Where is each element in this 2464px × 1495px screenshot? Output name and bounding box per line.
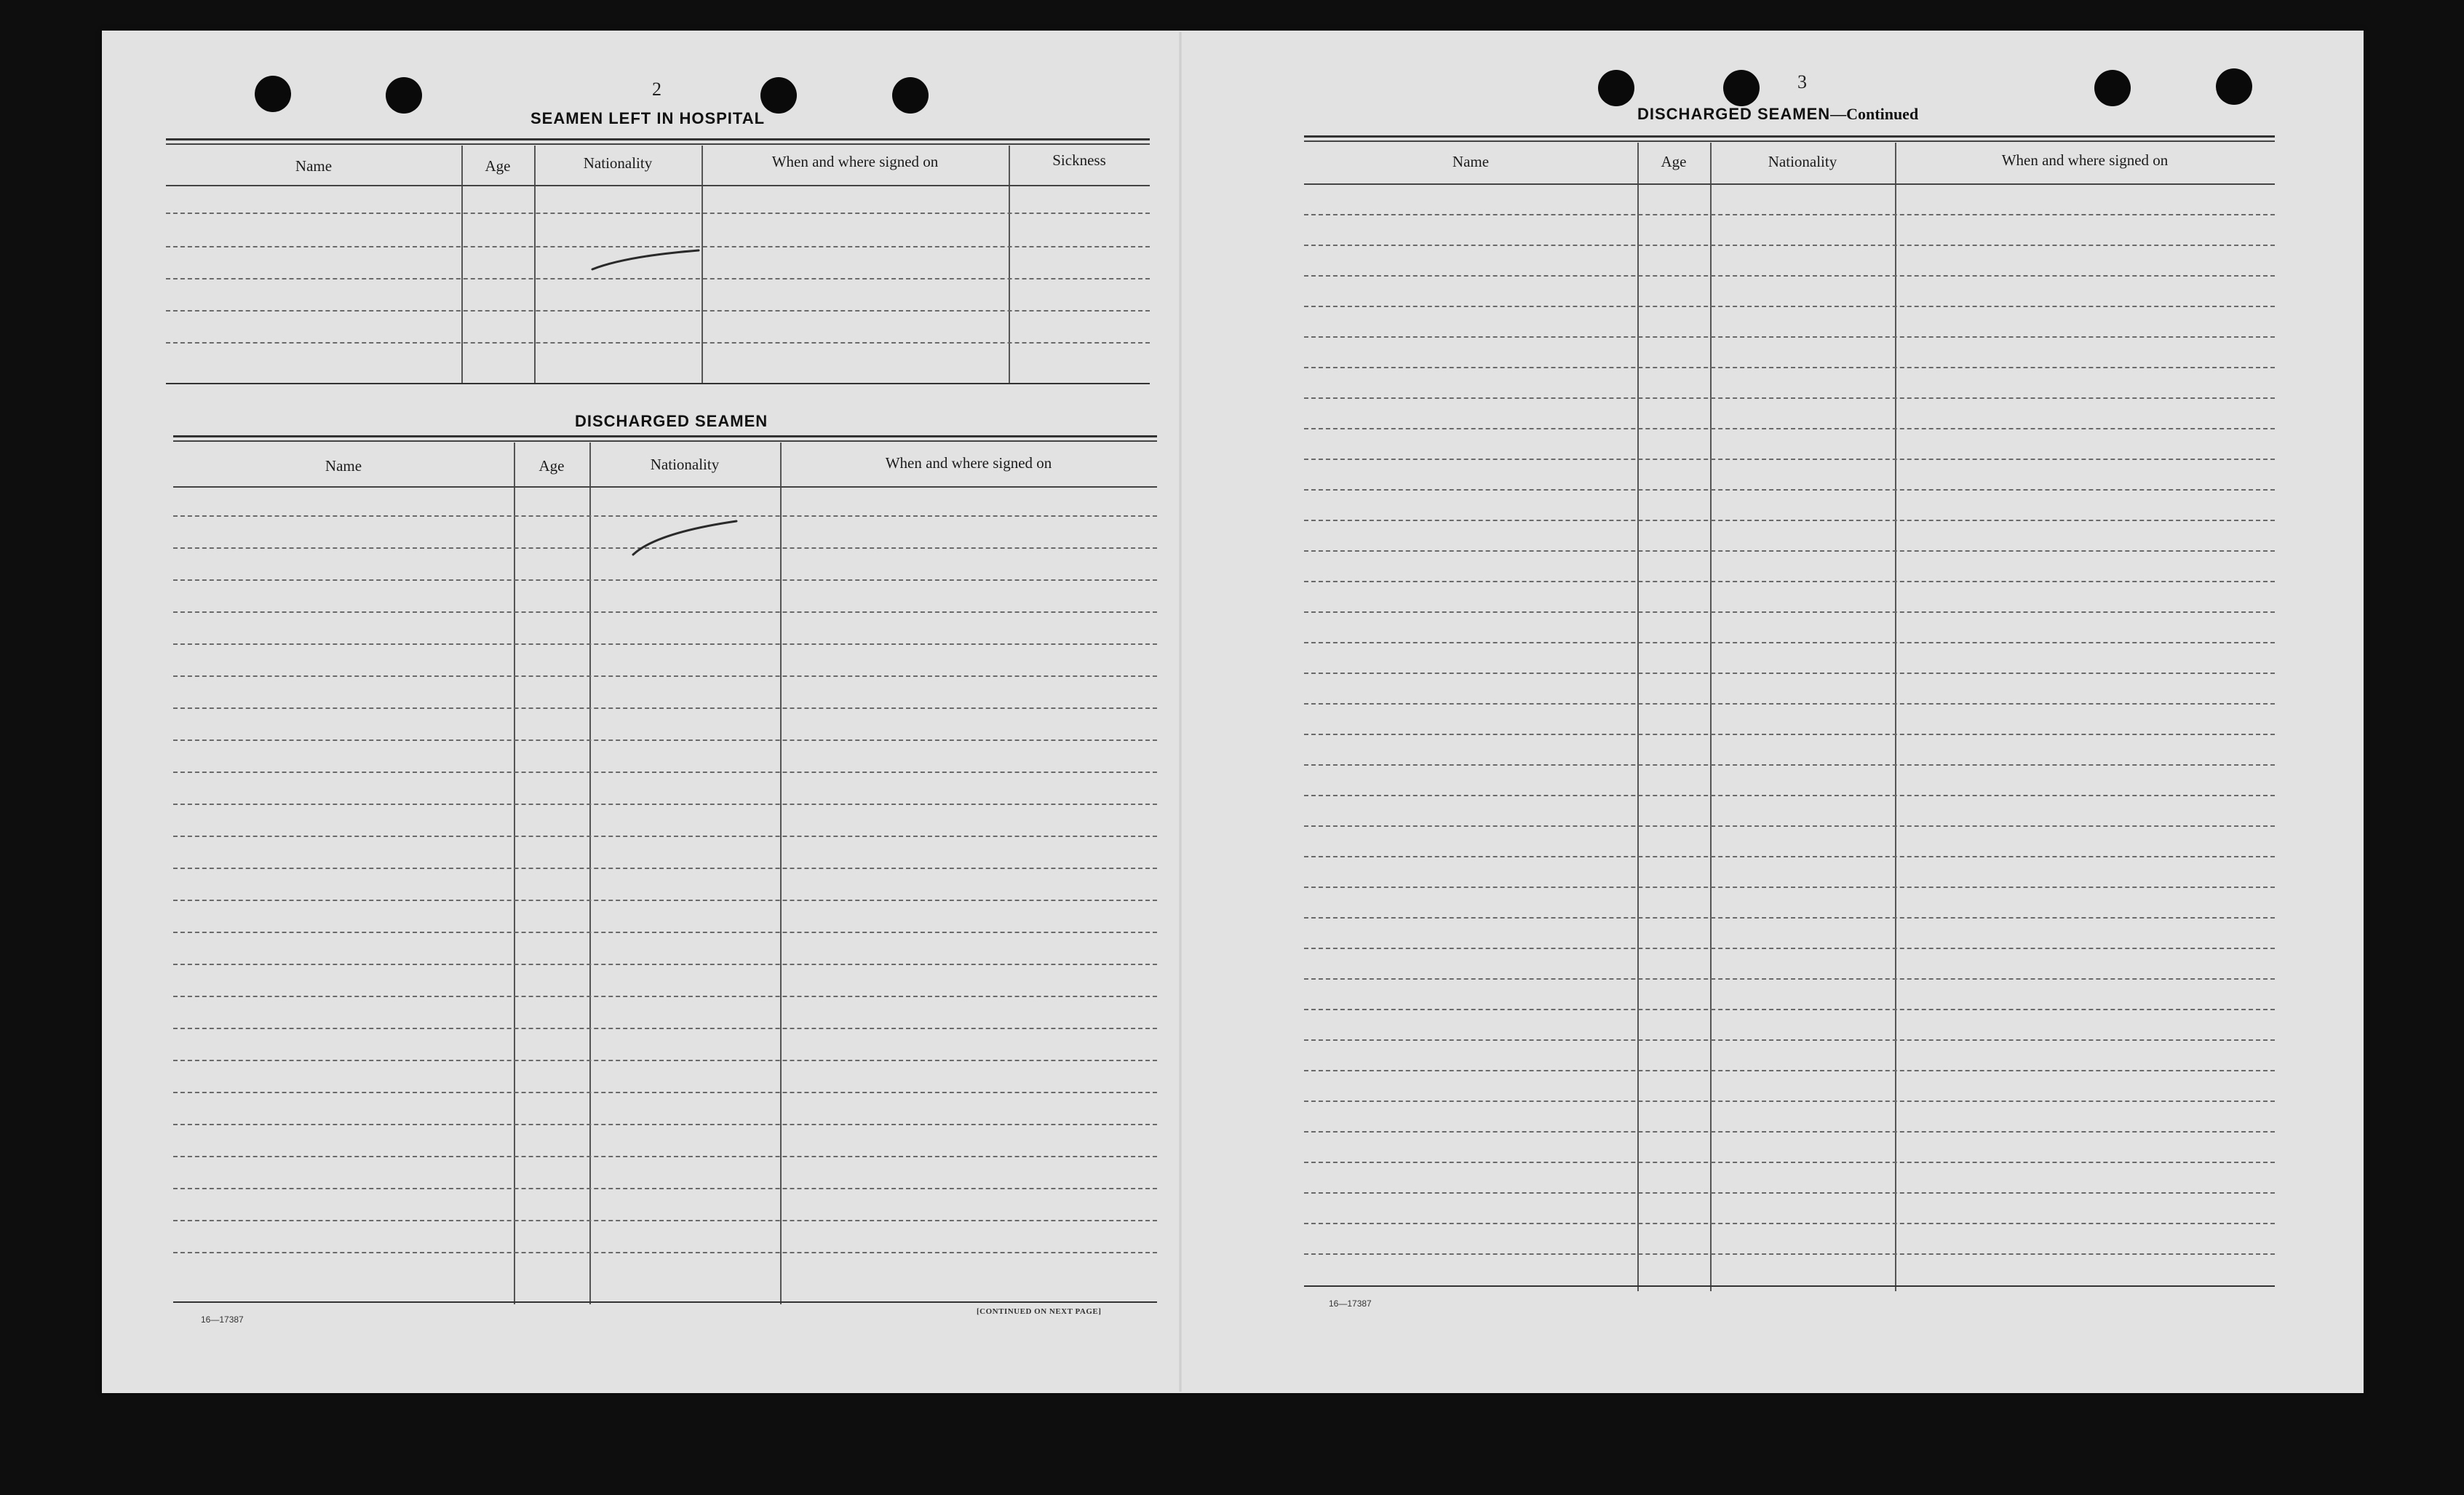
table-row bbox=[1304, 1070, 2275, 1071]
continued-title-main: DISCHARGED SEAMEN bbox=[1637, 105, 1831, 123]
punch-hole bbox=[255, 76, 291, 112]
col-header-signed-on: When and where signed on bbox=[2001, 151, 2169, 169]
table-row bbox=[173, 1092, 1157, 1093]
col-header-age: Age bbox=[1661, 153, 1687, 170]
table-row bbox=[173, 675, 1157, 677]
table-row bbox=[1304, 489, 2275, 491]
table-row bbox=[173, 739, 1157, 741]
table-row bbox=[173, 836, 1157, 837]
table-row bbox=[1304, 550, 2275, 552]
col-header-nationality: Nationality bbox=[650, 456, 720, 473]
table-row bbox=[1304, 397, 2275, 399]
punch-hole bbox=[386, 77, 422, 114]
col-header-name: Name bbox=[325, 457, 362, 475]
table-row bbox=[173, 964, 1157, 965]
table-row bbox=[173, 996, 1157, 997]
table-row bbox=[173, 707, 1157, 709]
table-row bbox=[1304, 1162, 2275, 1163]
table-row bbox=[1304, 336, 2275, 338]
punch-hole bbox=[1723, 70, 1760, 106]
page-number-left: 2 bbox=[652, 79, 661, 100]
table-row bbox=[166, 278, 1150, 279]
punch-hole bbox=[2094, 70, 2131, 106]
continued-section-title bbox=[1637, 105, 1918, 124]
table-row bbox=[1304, 703, 2275, 705]
table-row bbox=[166, 213, 1150, 214]
table-row bbox=[1304, 1253, 2275, 1255]
col-header-age: Age bbox=[485, 157, 511, 175]
table-row bbox=[173, 804, 1157, 805]
pen-stroke bbox=[582, 243, 713, 272]
col-header-name: Name bbox=[1452, 153, 1490, 170]
table-row bbox=[1304, 1131, 2275, 1133]
punch-hole bbox=[892, 77, 929, 114]
table-row bbox=[1304, 825, 2275, 827]
table-row bbox=[1304, 245, 2275, 246]
table-row bbox=[1304, 642, 2275, 643]
table-row bbox=[1304, 1009, 2275, 1010]
continued-title-suffix: —Continued bbox=[1830, 105, 1919, 123]
col-header-nationality: Nationality bbox=[583, 154, 653, 172]
table-row bbox=[173, 1220, 1157, 1221]
hospital-section-title: SEAMEN LEFT IN HOSPITAL bbox=[530, 109, 766, 127]
table-row bbox=[173, 1252, 1157, 1253]
table-row bbox=[166, 310, 1150, 312]
continued-note: [CONTINUED ON NEXT PAGE] bbox=[977, 1307, 1102, 1316]
table-row bbox=[1304, 459, 2275, 460]
punch-hole bbox=[760, 77, 797, 114]
table-row bbox=[1304, 734, 2275, 735]
table-row bbox=[173, 1188, 1157, 1189]
table-row bbox=[1304, 1223, 2275, 1224]
col-header-signed-on: When and where signed on bbox=[771, 153, 939, 170]
table-row bbox=[173, 932, 1157, 933]
punch-hole bbox=[1598, 70, 1634, 106]
col-header-name: Name bbox=[295, 157, 333, 175]
table-row bbox=[1304, 917, 2275, 919]
col-header-signed-on: When and where signed on bbox=[885, 454, 1052, 472]
page-number-right: 3 bbox=[1797, 71, 1807, 92]
table-row bbox=[1304, 581, 2275, 582]
table-row bbox=[173, 900, 1157, 901]
table-row bbox=[173, 643, 1157, 645]
table-row bbox=[1304, 367, 2275, 368]
pen-stroke bbox=[627, 514, 758, 558]
col-header-sickness: Sickness bbox=[1052, 151, 1106, 169]
table-row bbox=[1304, 306, 2275, 307]
table-row bbox=[173, 772, 1157, 773]
table-row bbox=[173, 579, 1157, 581]
form-number-right: 16—17387 bbox=[1329, 1298, 1372, 1309]
table-row bbox=[1304, 275, 2275, 277]
col-header-nationality: Nationality bbox=[1768, 153, 1837, 170]
table-row bbox=[1304, 978, 2275, 980]
discharged-table bbox=[173, 435, 1157, 1306]
table-row bbox=[1304, 611, 2275, 613]
table-row bbox=[1304, 856, 2275, 857]
table-row bbox=[1304, 764, 2275, 766]
col-header-age: Age bbox=[538, 457, 565, 475]
table-row bbox=[173, 1124, 1157, 1125]
table-row bbox=[1304, 795, 2275, 796]
table-row bbox=[1304, 1192, 2275, 1194]
table-row bbox=[173, 611, 1157, 613]
table-row bbox=[1304, 214, 2275, 215]
table-row bbox=[166, 342, 1150, 344]
form-number-left: 16—17387 bbox=[201, 1314, 244, 1325]
table-row bbox=[173, 868, 1157, 869]
table-row bbox=[1304, 428, 2275, 429]
table-row bbox=[1304, 673, 2275, 674]
discharged-continued-table bbox=[1304, 135, 2275, 1293]
table-row bbox=[1304, 1101, 2275, 1102]
punch-hole bbox=[2216, 68, 2252, 105]
table-row bbox=[1304, 887, 2275, 888]
table-row bbox=[1304, 520, 2275, 521]
page-fold bbox=[1179, 32, 1182, 1392]
table-row bbox=[1304, 1039, 2275, 1041]
table-row bbox=[173, 1156, 1157, 1157]
table-row bbox=[173, 1028, 1157, 1029]
discharged-section-title: DISCHARGED SEAMEN bbox=[575, 412, 768, 430]
table-row bbox=[1304, 948, 2275, 949]
table-row bbox=[173, 1060, 1157, 1061]
